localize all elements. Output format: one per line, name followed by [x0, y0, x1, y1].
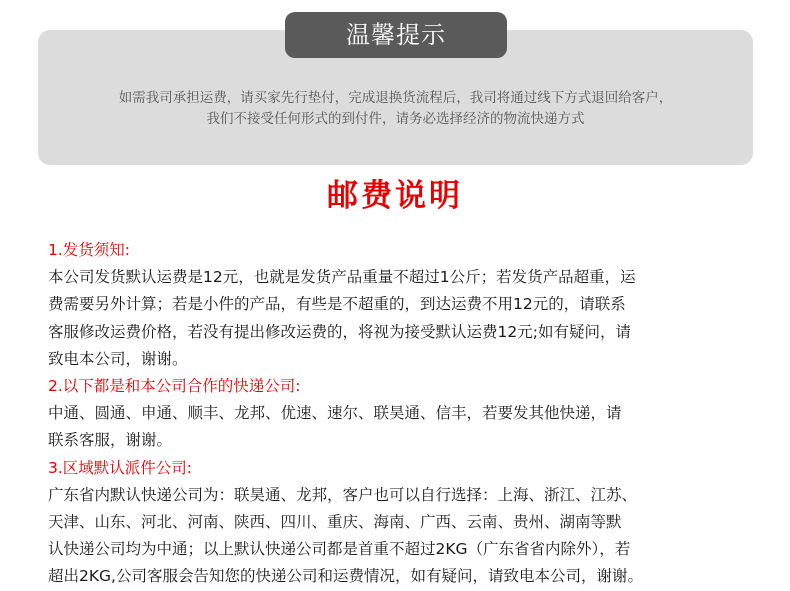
paragraph-line: 本公司发货默认运费是12元，也就是发货产品重量不超过1公斤；若发货产品超重，运	[48, 268, 636, 287]
section-heading-couriers: 2.以下都是和本公司合作的快递公司:	[48, 377, 301, 396]
paragraph-line: 费需要另外计算；若是小件的产品，有些是不超重的，到达运费不用12元的，请联系	[48, 295, 626, 314]
paragraph-line: 广东省内默认快递公司为：联昊通、龙邦，客户也可以自行选择：上海、浙江、江苏、	[48, 485, 638, 504]
section-heading-regions: 3.区域默认派件公司:	[48, 458, 193, 477]
notice-text	[38, 88, 753, 130]
page-title: 邮费说明	[327, 178, 463, 214]
paragraph-line: 超出2KG,公司客服会告知您的快递公司和运费情况，如有疑问，请致电本公司，谢谢。	[48, 567, 643, 586]
paragraph-line: 联系客服，谢谢。	[48, 431, 173, 450]
notice-line: 我们不接受任何形式的到付件，请务必选择经济的物流快递方式	[206, 111, 585, 127]
notice-line: 如需我司承担运费，请买家先行垫付，完成退换货流程后，我司将通过线下方式退回给客户，	[118, 90, 673, 106]
paragraph-line: 中通、圆通、申通、顺丰、龙邦、优速、速尔、联昊通、信丰，若要发其他快递，请	[48, 404, 622, 423]
paragraph-line: 致电本公司，谢谢。	[48, 349, 188, 368]
postage-content	[48, 237, 748, 591]
section-heading-shipping: 1.发货须知:	[48, 241, 131, 259]
notice-tab-title: 温馨提示	[285, 12, 507, 58]
paragraph-line: 认快递公司均为中通；以上默认快递公司都是首重不超过2KG（广东省省内除外），若	[48, 540, 631, 559]
paragraph-line: 客服修改运费价格，若没有提出修改运费的，将视为接受默认运费12元;如有疑问，请	[48, 322, 631, 341]
paragraph-line: 天津、山东、河北、河南、陕西、四川、重庆、海南、广西、云南、贵州、湖南等默	[48, 513, 622, 532]
